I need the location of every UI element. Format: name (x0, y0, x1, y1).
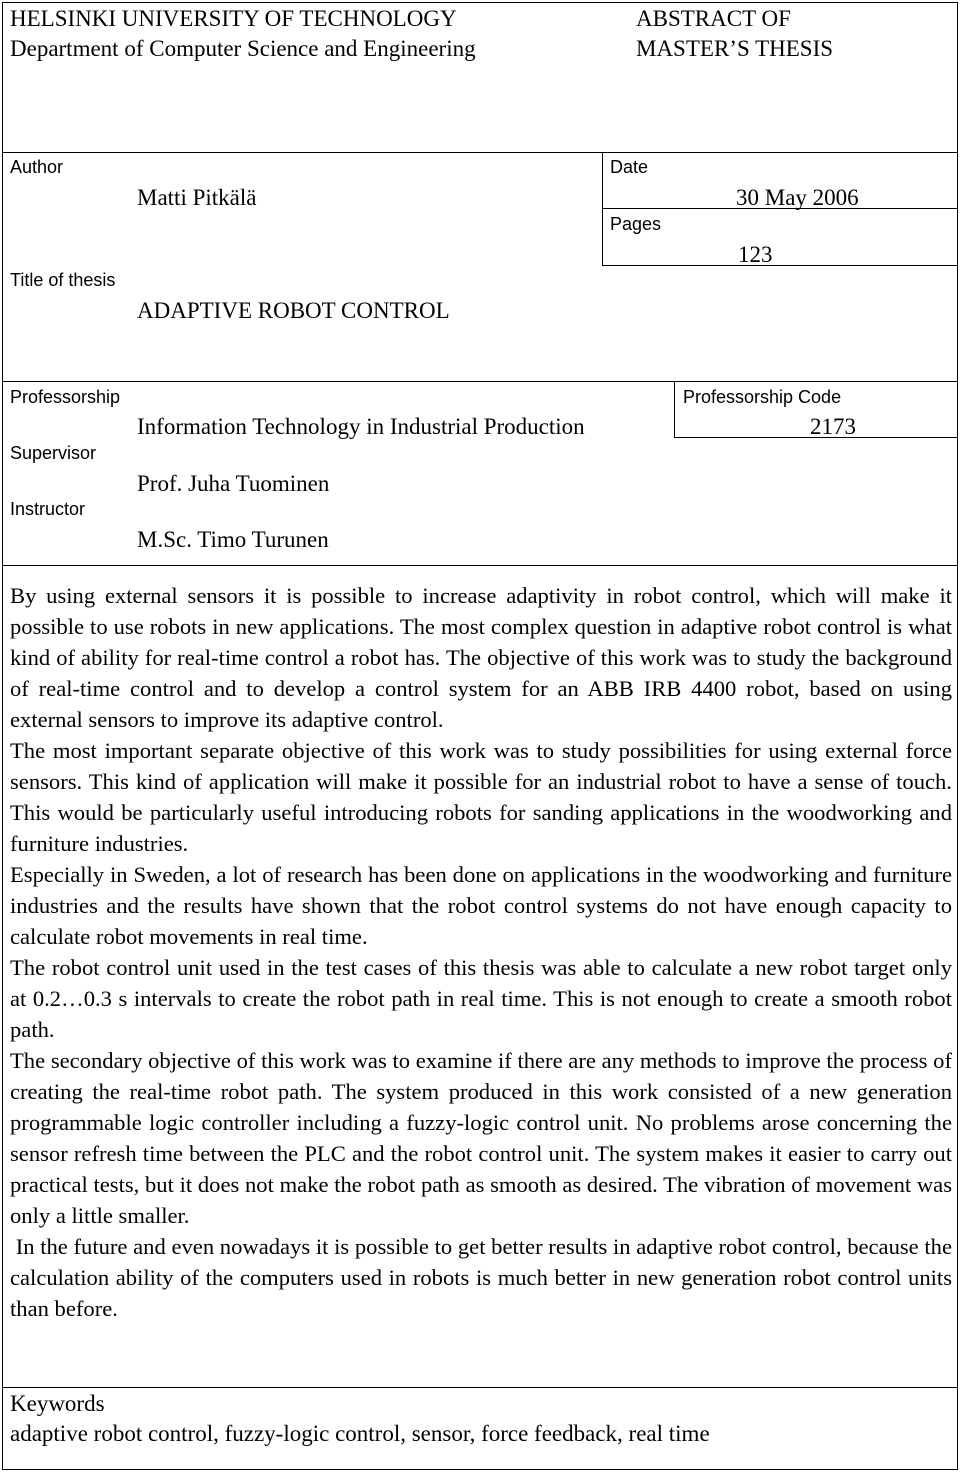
doc-type-line2: MASTER’S THESIS (636, 36, 834, 61)
abstract-paragraph: By using external sensors it is possible to increase adaptivity in robot control, which will make it possible to use robots in new applications. The most complex question in adaptive robot control is what kind of ability for real-time control a robot has. The objective of this work was to study the background of real-time control and to develop a control system for an ABB IRB 4400 robot, based on using external sensors to improve its adaptive control. (10, 583, 952, 732)
divider-date-column (602, 152, 603, 266)
divider-pages-bottom (602, 265, 958, 266)
keywords-label: Keywords (10, 1391, 105, 1416)
instructor-label: Instructor (10, 499, 86, 519)
author-label: Author (10, 157, 64, 177)
abstract-paragraph: The most important separate objective of this work was to study possibilities for using external force sensors. This kind of application will make it possible for an industrial robot to have a sense of touch. This would be particularly useful introducing robots for sanding applications in the woodworking and furniture industries. (10, 738, 952, 856)
professorship-label: Professorship (10, 387, 121, 407)
abstract-paragraph: In the future and even nowadays it is possible to get better results in adaptive robot control, because the calculation ability of the computers used in robots is much better in new generation robot control units than before. (10, 1234, 958, 1321)
title-value: ADAPTIVE ROBOT CONTROL (137, 298, 450, 323)
divider-title-bottom (2, 381, 958, 382)
abstract-paragraph: Especially in Sweden, a lot of research has been done on applications in the woodworking and furniture industries and the results have shown that the robot control systems do not have enough capacity to calculate robot movements in real time. (10, 862, 952, 949)
date-label: Date (610, 157, 649, 177)
divider-header (2, 152, 958, 153)
department-name: Department of Computer Science and Engineering (10, 36, 476, 61)
abstract-paragraph: The robot control unit used in the test cases of this thesis was able to calculate a new robot target only at 0.2…0.3 s intervals to create the robot path in real time. This is not enough to create a smooth robot path. (10, 955, 952, 1042)
professorship-value: Information Technology in Industrial Production (137, 414, 585, 439)
university-name: HELSINKI UNIVERSITY OF TECHNOLOGY (10, 6, 457, 31)
doc-type-line1: ABSTRACT OF (636, 6, 791, 31)
abstract-paragraph: The secondary objective of this work was to examine if there are any methods to improve the process of creating the real-time robot path. The system produced in this work consisted of a new generation programmable logic controller including a fuzzy-logic control unit. No problems arose concerning the sensor refresh time between the PLC and the robot control unit. The system makes it easier to carry out practical tests, but it does not make the robot path as smooth as desired. The vibration of movement was only a little smaller. (10, 1048, 952, 1228)
pages-value: 123 (738, 242, 773, 267)
keywords-value: adaptive robot control, fuzzy-logic control, sensor, force feedback, real time (10, 1421, 710, 1446)
professorship-code-value: 2173 (810, 414, 856, 439)
supervisor-label: Supervisor (10, 443, 97, 463)
date-value: 30 May 2006 (736, 185, 859, 210)
author-value: Matti Pitkälä (137, 185, 257, 210)
divider-keywords-top (2, 1387, 958, 1388)
title-label: Title of thesis (10, 270, 116, 290)
supervisor-value: Prof. Juha Tuominen (137, 471, 330, 496)
instructor-value: M.Sc. Timo Turunen (137, 527, 329, 552)
abstract-body (10, 580, 958, 1324)
divider-abstract-top (2, 565, 958, 566)
professorship-code-label: Professorship Code (683, 387, 842, 407)
divider-code-column (674, 381, 675, 438)
pages-label: Pages (610, 214, 662, 234)
